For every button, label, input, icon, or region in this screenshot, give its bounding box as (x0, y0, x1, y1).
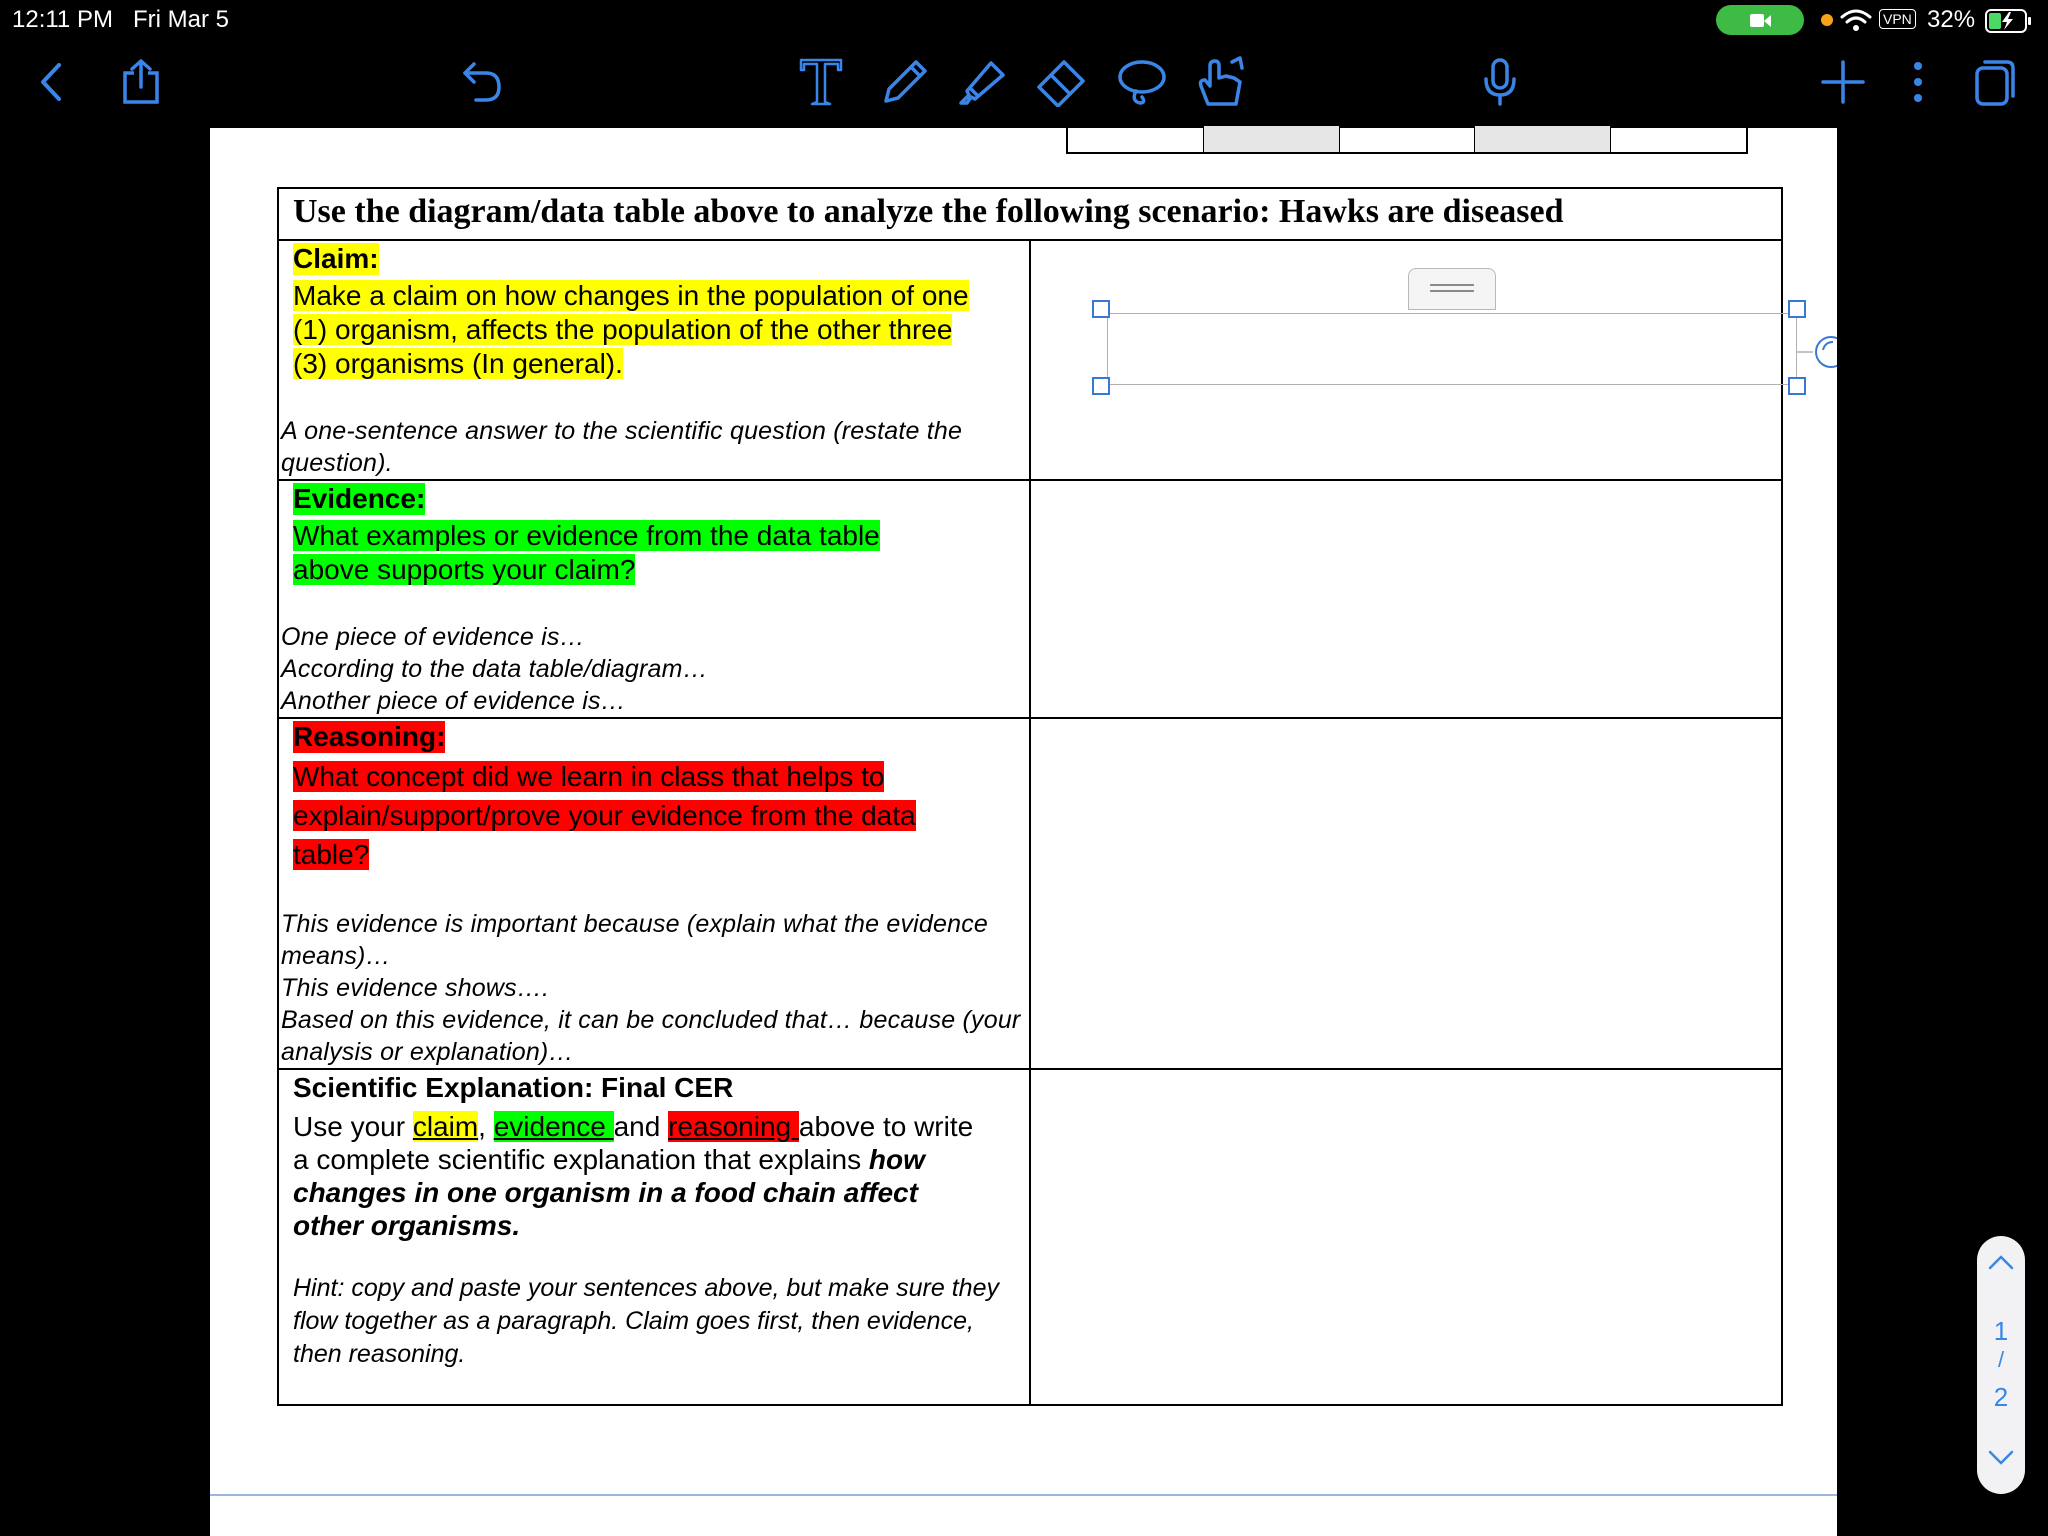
document-page[interactable] (210, 128, 1837, 1536)
claim-word: claim (412, 1111, 479, 1142)
final-text-segment: and (613, 1111, 669, 1142)
final-text-segment: above to write a complete scientific explanation that explains (293, 1111, 974, 1175)
resize-handle-bottom-left[interactable] (1092, 377, 1110, 395)
claim-heading: Claim: (293, 243, 379, 274)
page-indicator[interactable] (1977, 1236, 2025, 1494)
hand-icon[interactable] (1193, 54, 1249, 110)
lasso-icon[interactable] (1114, 54, 1170, 110)
previous-data-table-fragment (1066, 126, 1748, 154)
share-icon[interactable] (113, 54, 169, 110)
scenario-title: Use the diagram/data table above to analyze the following scenario: Hawks are diseased (278, 188, 1782, 240)
evidence-cell (278, 480, 1030, 718)
evidence-prompt (293, 519, 913, 587)
current-page-number: 1 (1993, 1316, 2009, 1346)
more-icon[interactable] (1890, 54, 1946, 110)
reasoning-hint: This evidence is important because (explain what the evidence means)… (281, 910, 989, 970)
final-topic: how changes in one organism in a food chain affect other organisms. (293, 1144, 925, 1241)
page-separator-slash: / (1997, 1347, 2005, 1372)
undo-icon[interactable] (454, 54, 510, 110)
toolbar (0, 40, 2048, 128)
previous-page-icon[interactable] (1988, 1254, 2014, 1270)
reasoning-cell (278, 718, 1030, 1069)
highlighter-icon[interactable] (955, 54, 1011, 110)
back-icon[interactable] (24, 54, 80, 110)
final-cer-cell (278, 1069, 1030, 1405)
claim-cell (278, 240, 1030, 480)
claim-prompt-text: Make a claim on how changes in the population of one (1) organism, affects the population of the other three (3) organisms (In general). (293, 280, 969, 379)
evidence-heading: Evidence: (293, 483, 426, 514)
battery-percentage: 32% (1927, 6, 1976, 33)
reasoning-prompt (293, 757, 953, 874)
add-icon[interactable] (1815, 54, 1871, 110)
evidence-hint: One piece of evidence is… (281, 623, 585, 651)
evidence-word: evidence (493, 1111, 614, 1142)
evidence-prompt-text: What examples or evidence from the data table above supports your claim? (293, 520, 880, 585)
vpn-badge: VPN (1879, 9, 1916, 29)
final-cer-answer-cell[interactable] (1030, 1069, 1782, 1405)
total-pages: 2 (1993, 1382, 2009, 1412)
evidence-hint: Another piece of evidence is… (281, 687, 626, 715)
eraser-icon[interactable] (1033, 54, 1089, 110)
resize-handle-top-right[interactable] (1788, 300, 1806, 318)
final-text-segment: , (478, 1111, 494, 1142)
final-cer-instructions (293, 1110, 993, 1242)
claim-prompt (293, 279, 973, 381)
final-text-segment: Use your (293, 1111, 413, 1142)
next-page-icon[interactable] (1988, 1450, 2014, 1466)
text-tool-icon[interactable] (793, 54, 849, 110)
status-date: Fri Mar 5 (133, 6, 229, 33)
reasoning-hint: This evidence shows…. (281, 974, 550, 1002)
evidence-answer-cell[interactable] (1030, 480, 1782, 718)
status-bar (0, 0, 2048, 40)
camera-in-use-icon[interactable] (1716, 5, 1804, 35)
reasoning-hint: Based on this evidence, it can be concluded that… because (your analysis or explanation)… (281, 1006, 1021, 1066)
wifi-icon (1840, 8, 1872, 32)
reasoning-heading: Reasoning: (293, 721, 446, 752)
battery-charging-icon (1985, 8, 2033, 34)
final-cer-heading: Scientific Explanation: Final CER (293, 1072, 734, 1103)
reasoning-answer-cell[interactable] (1030, 718, 1782, 1069)
resize-handle-top-left[interactable] (1092, 300, 1110, 318)
selected-text-box[interactable] (1107, 313, 1797, 385)
reasoning-prompt-text: What concept did we learn in class that helps to explain/support/prove your evidence from the data table? (293, 761, 916, 870)
resize-handle-bottom-right[interactable] (1788, 377, 1806, 395)
textbox-menu-handle[interactable] (1408, 268, 1496, 310)
reasoning-word: reasoning (668, 1111, 799, 1142)
microphone-indicator-icon (1821, 14, 1833, 26)
status-time: 12:11 PM (12, 6, 113, 33)
rotate-handle-icon[interactable] (1797, 328, 1837, 378)
microphone-icon[interactable] (1472, 54, 1528, 110)
final-cer-hint: Hint: copy and paste your sentences above, but make sure they flow together as a paragraph. Claim goes first, then evidence, then reasoning. (293, 1274, 999, 1368)
page-separator (210, 1494, 1837, 1496)
pages-icon[interactable] (1967, 54, 2023, 110)
evidence-hint: According to the data table/diagram… (281, 655, 708, 683)
claim-hint: A one-sentence answer to the scientific question (restate the question). (281, 417, 963, 477)
pen-icon[interactable] (877, 54, 933, 110)
